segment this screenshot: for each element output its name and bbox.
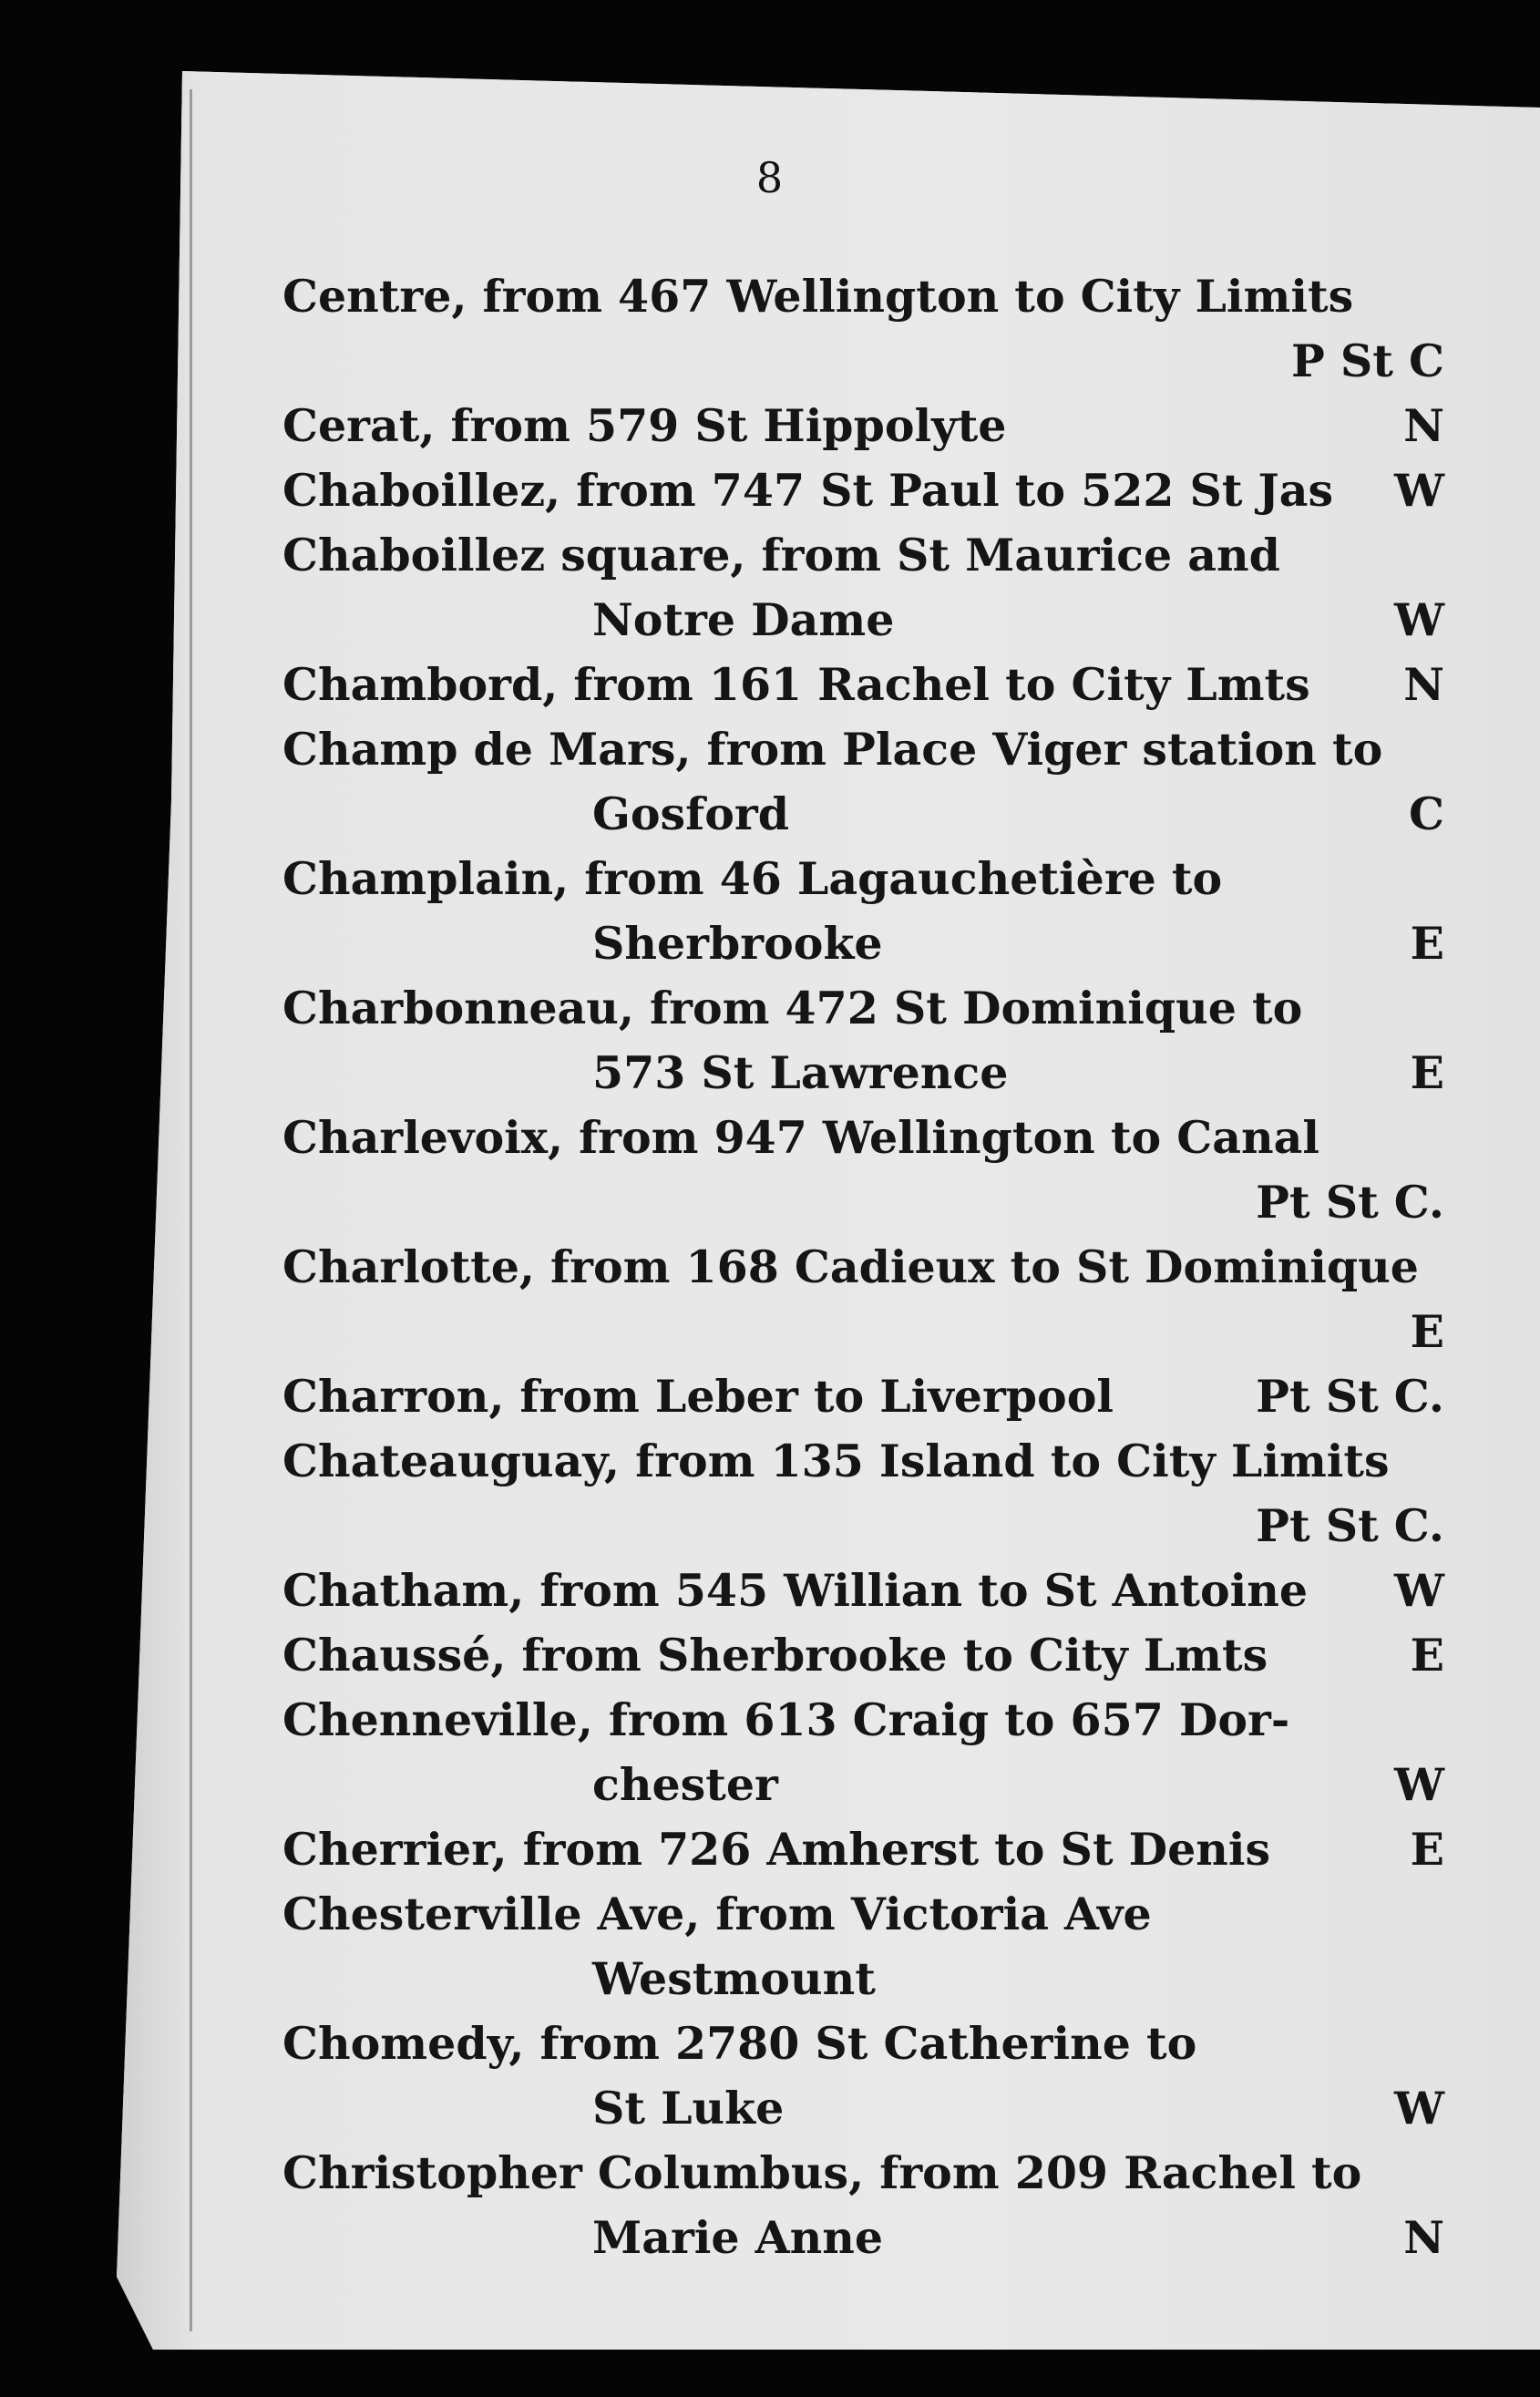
- street-description: Cherrier, from 726 Amherst to St Denis: [282, 1823, 1271, 1876]
- street-description: Chateauguay, from 135 Island to City Limits: [282, 1435, 1390, 1487]
- street-entry: [282, 976, 1444, 1106]
- street-description: Gosford: [592, 787, 789, 840]
- street-description: Charbonneau, from 472 St Dominique to: [282, 982, 1303, 1034]
- street-description: Chatham, from 545 Willian to St Antoine: [282, 1564, 1309, 1617]
- street-entry-continuation: [282, 2076, 1444, 2141]
- street-entry-line: [282, 1429, 1444, 1494]
- street-description: chester: [592, 1758, 778, 1811]
- street-entry-continuation: [282, 1753, 1444, 1817]
- street-description: Sherbrooke: [592, 917, 883, 970]
- ward-code: E: [1410, 1629, 1444, 1682]
- street-description: Chenneville, from 613 Craig to 657 Dor-: [282, 1693, 1290, 1746]
- street-description: Christopher Columbus, from 209 Rachel to: [282, 2146, 1362, 2199]
- street-entry-line: [282, 1623, 1444, 1688]
- street-entry: [282, 2011, 1444, 2141]
- ward-code: N: [1403, 399, 1444, 452]
- street-description: Chambord, from 161 Rachel to City Lmts: [282, 658, 1310, 711]
- ward-code: P St C: [1291, 334, 1444, 387]
- street-entry-line: [282, 1817, 1444, 1882]
- street-entry-line: [282, 394, 1444, 458]
- ward-code: E: [1410, 1305, 1444, 1358]
- street-entry: [282, 653, 1444, 717]
- street-entry-line: [282, 653, 1444, 717]
- street-entry: [282, 1882, 1444, 2011]
- street-entry: [282, 458, 1444, 523]
- street-description: 573 St Lawrence: [592, 1046, 1009, 1099]
- street-entry-line: [282, 847, 1444, 911]
- street-entry-line: [282, 264, 1444, 329]
- ward-code: E: [1410, 917, 1444, 970]
- street-entry-continuation: [282, 1947, 1444, 2011]
- ward-code: W: [1393, 1564, 1444, 1617]
- street-entry-line: [282, 1364, 1444, 1429]
- ward-code: W: [1393, 593, 1444, 646]
- street-description: Westmount: [592, 1952, 876, 2005]
- street-description: Champlain, from 46 Lagauchetière to: [282, 852, 1223, 905]
- street-entry: [282, 1623, 1444, 1688]
- street-description: Chesterville Ave, from Victoria Ave: [282, 1888, 1152, 1940]
- street-entry-continuation: [282, 1170, 1444, 1235]
- street-description: Champ de Mars, from Place Viger station to: [282, 723, 1383, 776]
- street-description: Chaboillez, from 747 St Paul to 522 St Jas: [282, 464, 1334, 517]
- street-entry-continuation: [282, 911, 1444, 976]
- page-number: 8: [755, 153, 785, 202]
- street-description: Chaboillez square, from St Maurice and: [282, 529, 1280, 581]
- street-entry: [282, 1559, 1444, 1623]
- ward-code: N: [1403, 658, 1444, 711]
- street-description: Chomedy, from 2780 St Catherine to: [282, 2017, 1197, 2070]
- street-entry-continuation: [282, 2206, 1444, 2270]
- ward-code: Pt St C.: [1256, 1499, 1444, 1552]
- street-description: Charron, from Leber to Liverpool: [282, 1370, 1114, 1423]
- street-entry-continuation: [282, 588, 1444, 653]
- street-entry-continuation: [282, 1494, 1444, 1559]
- street-entry: [282, 1235, 1444, 1364]
- ward-code: E: [1410, 1046, 1444, 1099]
- street-description: Cerat, from 579 St Hippolyte: [282, 399, 1007, 452]
- street-entry-line: [282, 458, 1444, 523]
- street-entry: [282, 847, 1444, 976]
- street-entry: [282, 1688, 1444, 1817]
- street-entry: [282, 1817, 1444, 1882]
- street-entry: [282, 1364, 1444, 1429]
- ward-code: Pt St C.: [1256, 1370, 1444, 1423]
- street-description: Charlotte, from 168 Cadieux to St Dominique: [282, 1240, 1419, 1293]
- ward-code: C: [1409, 787, 1444, 840]
- ward-code: Pt St C.: [1256, 1176, 1444, 1229]
- ward-code: N: [1403, 2211, 1444, 2264]
- street-description: St Luke: [592, 2082, 785, 2135]
- street-entry-line: [282, 1106, 1444, 1170]
- street-description: Chaussé, from Sherbrooke to City Lmts: [282, 1629, 1268, 1682]
- street-description: Charlevoix, from 947 Wellington to Canal: [282, 1111, 1319, 1164]
- ward-code: E: [1410, 1823, 1444, 1876]
- street-entry-continuation: [282, 1041, 1444, 1106]
- street-entry-continuation: [282, 329, 1444, 394]
- street-entry-continuation: [282, 782, 1444, 847]
- street-entry-line: [282, 717, 1444, 782]
- street-entry: [282, 2141, 1444, 2270]
- street-entry-line: [282, 1882, 1444, 1947]
- ward-code: W: [1393, 464, 1444, 517]
- street-entry-list: [282, 264, 1444, 2270]
- street-entry-line: [282, 1688, 1444, 1753]
- street-entry: [282, 1106, 1444, 1235]
- street-description: Centre, from 467 Wellington to City Limits: [282, 270, 1354, 323]
- street-description: Marie Anne: [592, 2211, 884, 2264]
- street-entry: [282, 264, 1444, 394]
- ward-code: W: [1393, 1758, 1444, 1811]
- street-entry-continuation: [282, 1300, 1444, 1364]
- street-entry-line: [282, 2141, 1444, 2206]
- street-entry-line: [282, 976, 1444, 1041]
- street-entry: [282, 1429, 1444, 1559]
- ward-code: W: [1393, 2082, 1444, 2135]
- street-entry: [282, 523, 1444, 653]
- street-entry-line: [282, 2011, 1444, 2076]
- page-edge-shadow: [190, 89, 192, 2331]
- street-entry: [282, 394, 1444, 458]
- street-description: Notre Dame: [592, 593, 895, 646]
- street-entry-line: [282, 1235, 1444, 1300]
- street-entry-line: [282, 1559, 1444, 1623]
- street-entry-line: [282, 523, 1444, 588]
- street-entry: [282, 717, 1444, 847]
